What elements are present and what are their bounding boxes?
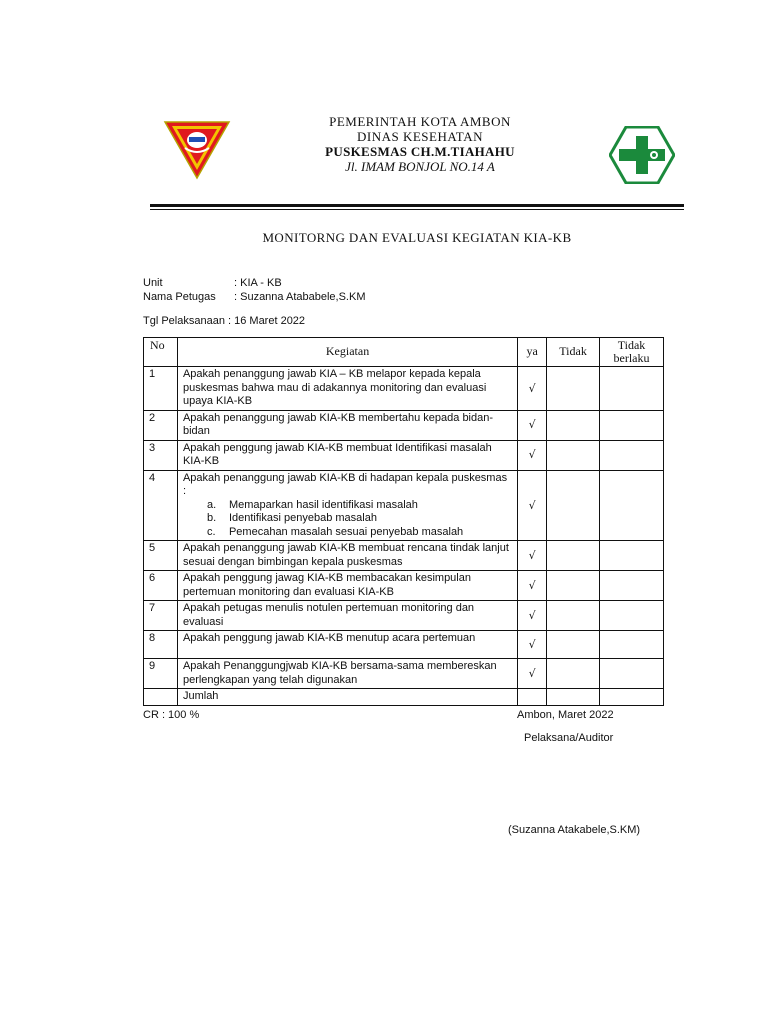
- letterhead-government: PEMERINTAH KOTA AMBON: [329, 114, 511, 129]
- row-number: 7: [144, 601, 178, 631]
- table-row: [144, 659, 664, 689]
- cell-tidak: [547, 659, 600, 689]
- petugas-value: : Suzanna Atababele,S.KM: [234, 291, 366, 303]
- health-ministry-logo: [609, 126, 675, 184]
- row-number: 5: [144, 541, 178, 571]
- petugas-label: Nama Petugas: [143, 291, 216, 303]
- row-number: 8: [144, 631, 178, 659]
- cell-tidak-berlaku: [600, 470, 664, 541]
- total-tidak-cell: [547, 689, 600, 706]
- check-mark: √: [518, 571, 547, 601]
- document-title: MONITORNG DAN EVALUASI KEGIATAN KIA-KB: [262, 230, 572, 245]
- row-number: 6: [144, 571, 178, 601]
- row-number: 3: [144, 440, 178, 470]
- total-number-cell: [144, 689, 178, 706]
- cell-tidak-berlaku: [600, 541, 664, 571]
- meta-petugas: [143, 290, 365, 304]
- sub-item-letter: c.: [206, 525, 216, 538]
- table-row: [144, 631, 664, 659]
- cell-tidak: [547, 470, 600, 541]
- row-activity: Apakah penggung jawab KIA-KB membuat Identifikasi masalah KIA-KB: [177, 440, 517, 470]
- letterhead-institution: PUSKESMAS CH.M.TIAHAHU: [325, 144, 515, 159]
- sub-item-text: Pemecahan masalah sesuai penyebab masalah: [228, 525, 464, 538]
- row-activity: Apakah penggung jawab KIA-KB menutup acara pertemuan: [177, 631, 517, 659]
- row-number: 1: [144, 367, 178, 411]
- sub-item-letter: b.: [206, 512, 217, 524]
- table-row: [144, 541, 664, 571]
- table-header-row: [144, 338, 664, 367]
- total-tidak-berlaku-cell: [600, 689, 664, 706]
- sub-item-list: [183, 499, 512, 540]
- sub-item: [183, 512, 512, 526]
- cell-tidak: [547, 410, 600, 440]
- signer-role: Pelaksana/Auditor: [524, 732, 614, 744]
- sub-item-text: Identifikasi penyebab masalah: [228, 512, 377, 524]
- header-rule-thick: [150, 204, 684, 207]
- cell-tidak: [547, 601, 600, 631]
- table-row: [144, 410, 664, 440]
- row-activity: Apakah petugas menulis notulen pertemuan monitoring dan evaluasi: [177, 601, 517, 631]
- sub-item: [183, 499, 512, 513]
- table-row: [144, 601, 664, 631]
- unit-label: Unit: [143, 277, 163, 289]
- cell-tidak-berlaku: [600, 659, 664, 689]
- check-mark: √: [518, 659, 547, 689]
- place-date: Ambon, Maret 2022: [517, 709, 614, 721]
- meta-date: Tgl Pelaksanaan : 16 Maret 2022: [143, 315, 306, 327]
- check-mark: √: [518, 541, 547, 571]
- table-row: [144, 470, 664, 541]
- cell-tidak: [547, 541, 600, 571]
- row-activity: Apakah penanggung jawab KIA-KB membertahu kepada bidan-bidan: [177, 410, 517, 440]
- table-row: [144, 440, 664, 470]
- table-row: [144, 571, 664, 601]
- row-activity: Apakah penggung jawag KIA-KB membacakan kesimpulan pertemuan monitoring dan evaluasi KIA-KB: [177, 571, 517, 601]
- row-number: 2: [144, 410, 178, 440]
- letterhead-address: Jl. IMAM BONJOL NO.14 A: [345, 159, 495, 174]
- check-mark: √: [518, 367, 547, 411]
- cell-tidak: [547, 367, 600, 411]
- unit-value: : KIA - KB: [234, 277, 282, 289]
- sub-item-text: Memaparkan hasil identifikasi masalah: [228, 498, 418, 511]
- signatory-name: (Suzanna Atakabele,S.KM): [508, 824, 641, 836]
- cell-tidak: [547, 571, 600, 601]
- table-row: [144, 367, 664, 411]
- cell-tidak-berlaku: [600, 601, 664, 631]
- city-seal-logo: [163, 118, 231, 180]
- letterhead-department: DINAS KESEHATAN: [357, 129, 483, 144]
- cell-tidak-berlaku: [600, 440, 664, 470]
- cell-tidak: [547, 440, 600, 470]
- row-activity-text: Apakah penanggung jawab KIA-KB di hadapan kepala puskesmas :: [182, 471, 508, 497]
- check-mark: √: [518, 410, 547, 440]
- letterhead: [260, 114, 580, 174]
- cr-score: CR : 100 %: [143, 709, 200, 721]
- cell-tidak-berlaku: [600, 571, 664, 601]
- check-mark: √: [518, 631, 547, 659]
- total-ya-cell: [518, 689, 547, 706]
- table-total-row: [144, 689, 664, 706]
- row-activity: [177, 470, 517, 541]
- check-mark: √: [518, 470, 547, 541]
- total-label: Jumlah: [177, 689, 517, 706]
- row-activity: Apakah Penanggungjwab KIA-KB bersama-sama membereskan perlengkapan yang telah digunakan: [177, 659, 517, 689]
- row-activity: Apakah penanggung jawab KIA-KB membuat rencana tindak lanjut sesuai dengan bimbingan kepala puskesmas: [177, 541, 517, 571]
- row-activity: Apakah penanggung jawab KIA – KB melapor kepada kepala puskesmas bahwa mau di adakannya monitoring dan evaluasi upaya KIA-KB: [177, 367, 517, 411]
- header-tidak: Tidak: [547, 338, 600, 367]
- sub-item-letter: a.: [206, 498, 217, 511]
- cell-tidak-berlaku: [600, 410, 664, 440]
- check-mark: √: [518, 601, 547, 631]
- row-number: 9: [144, 659, 178, 689]
- header-tidak-berlaku: Tidak berlaku: [600, 338, 664, 367]
- checklist-table: [143, 337, 664, 706]
- cell-tidak-berlaku: [600, 631, 664, 659]
- header-no: No: [144, 338, 178, 367]
- header-rule-thin: [150, 209, 684, 210]
- check-mark: √: [518, 440, 547, 470]
- sub-item: [183, 526, 512, 540]
- header-ya: ya: [518, 338, 547, 367]
- cell-tidak: [547, 631, 600, 659]
- header-kegiatan: Kegiatan: [177, 338, 517, 367]
- meta-unit: [143, 276, 282, 290]
- row-number: 4: [144, 470, 178, 541]
- cell-tidak-berlaku: [600, 367, 664, 411]
